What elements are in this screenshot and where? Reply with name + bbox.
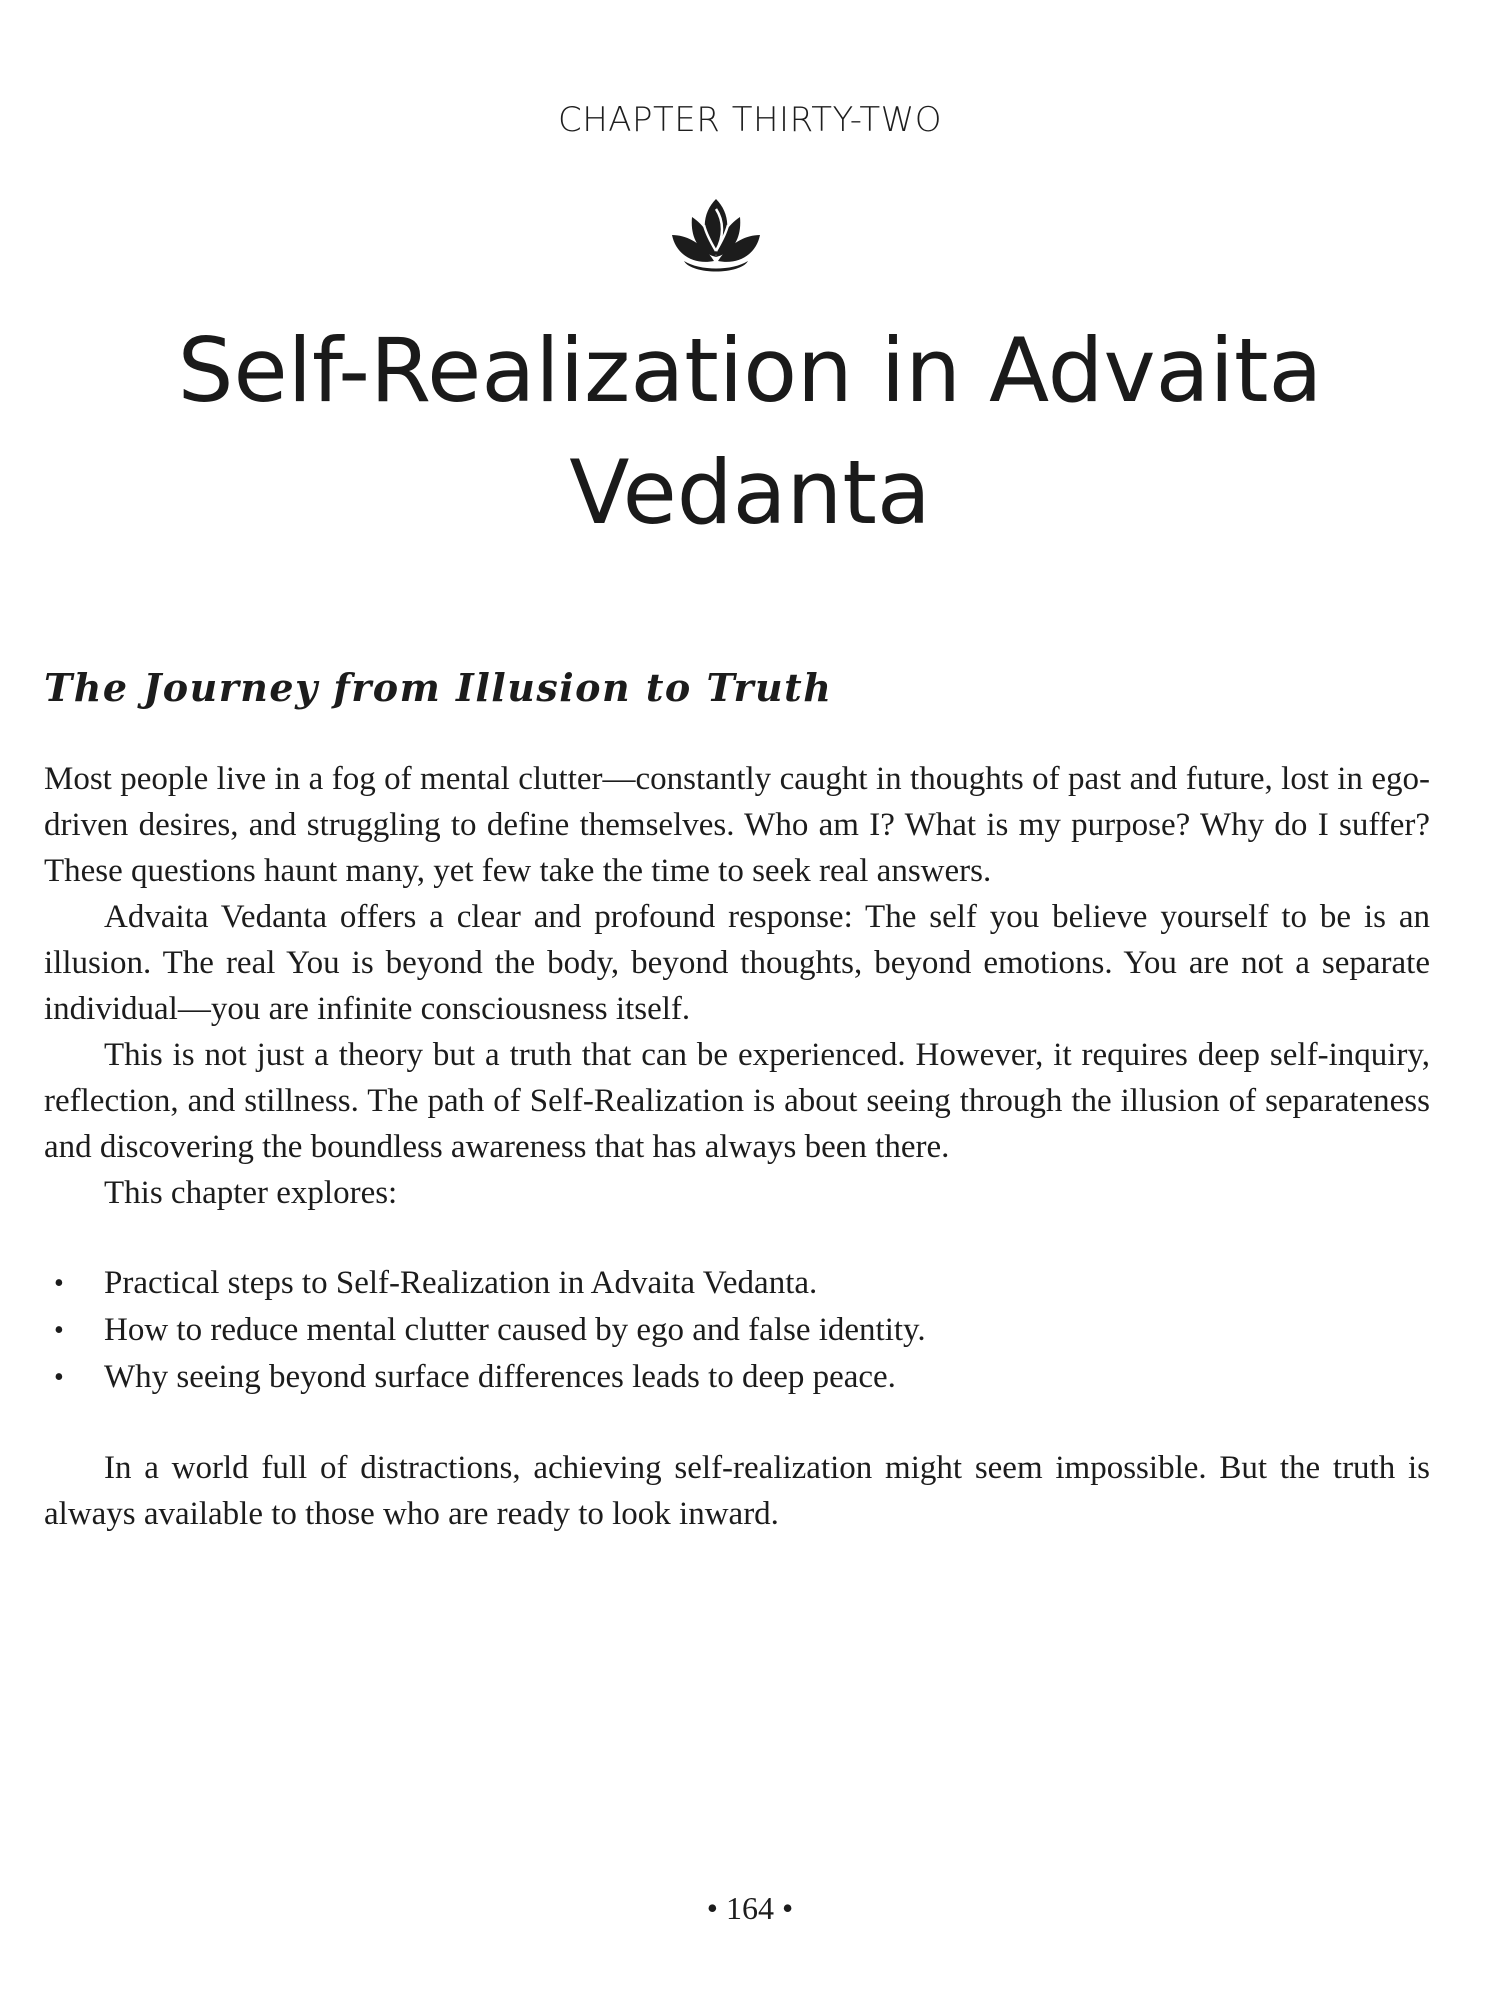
list-item-text: Practical steps to Self-Realization in Advaita Vedanta. xyxy=(104,1265,818,1301)
paragraph-1: Most people live in a fog of mental clutter—constantly caught in thoughts of past and future, lost in ego-driven desires, and struggling to define themselves. Who am I? What is my purpose? Why do I suffer? These questions haunt many, yet few take the time to seek real answers. xyxy=(44,761,1430,889)
list-item-text: Why seeing beyond surface differences leads to deep peace. xyxy=(104,1359,896,1395)
paragraph-4: This chapter explores: xyxy=(104,1175,398,1211)
list-item xyxy=(44,1260,1430,1307)
closing-paragraph: In a world full of distractions, achieving self-realization might seem impossible. But the truth is always available to those who are ready to look inward. xyxy=(44,1450,1430,1532)
list-item-text: How to reduce mental clutter caused by ego and false identity. xyxy=(104,1312,926,1348)
chapter-body xyxy=(44,756,1430,1537)
list-item xyxy=(44,1354,1430,1401)
bullet-icon: • xyxy=(54,1268,64,1299)
bullet-icon: • xyxy=(54,1362,64,1393)
page-number: • 164 • xyxy=(706,1890,794,1926)
bullet-list xyxy=(44,1260,1430,1401)
list-item xyxy=(44,1307,1430,1354)
lotus-icon xyxy=(670,195,762,275)
chapter-label: CHAPTER THIRTY-TWO xyxy=(557,100,943,140)
bullet-icon: • xyxy=(54,1315,64,1346)
paragraph-2: Advaita Vedanta offers a clear and profound response: The self you believe yourself to be is an illusion. The real You is beyond the body, beyond thoughts, beyond emotions. You are not a separate individual—you are infinite consciousness itself. xyxy=(44,899,1430,1027)
paragraph-3: This is not just a theory but a truth that can be experienced. However, it requires deep self-inquiry, reflection, and stillness. The path of Self-Realization is about seeing through the illusion of separateness and discovering the boundless awareness that has always been there. xyxy=(44,1037,1430,1165)
section-subtitle: The Journey from Illusion to Truth xyxy=(44,665,833,710)
chapter-title: Self-Realization in Advaita Vedanta xyxy=(177,319,1323,544)
